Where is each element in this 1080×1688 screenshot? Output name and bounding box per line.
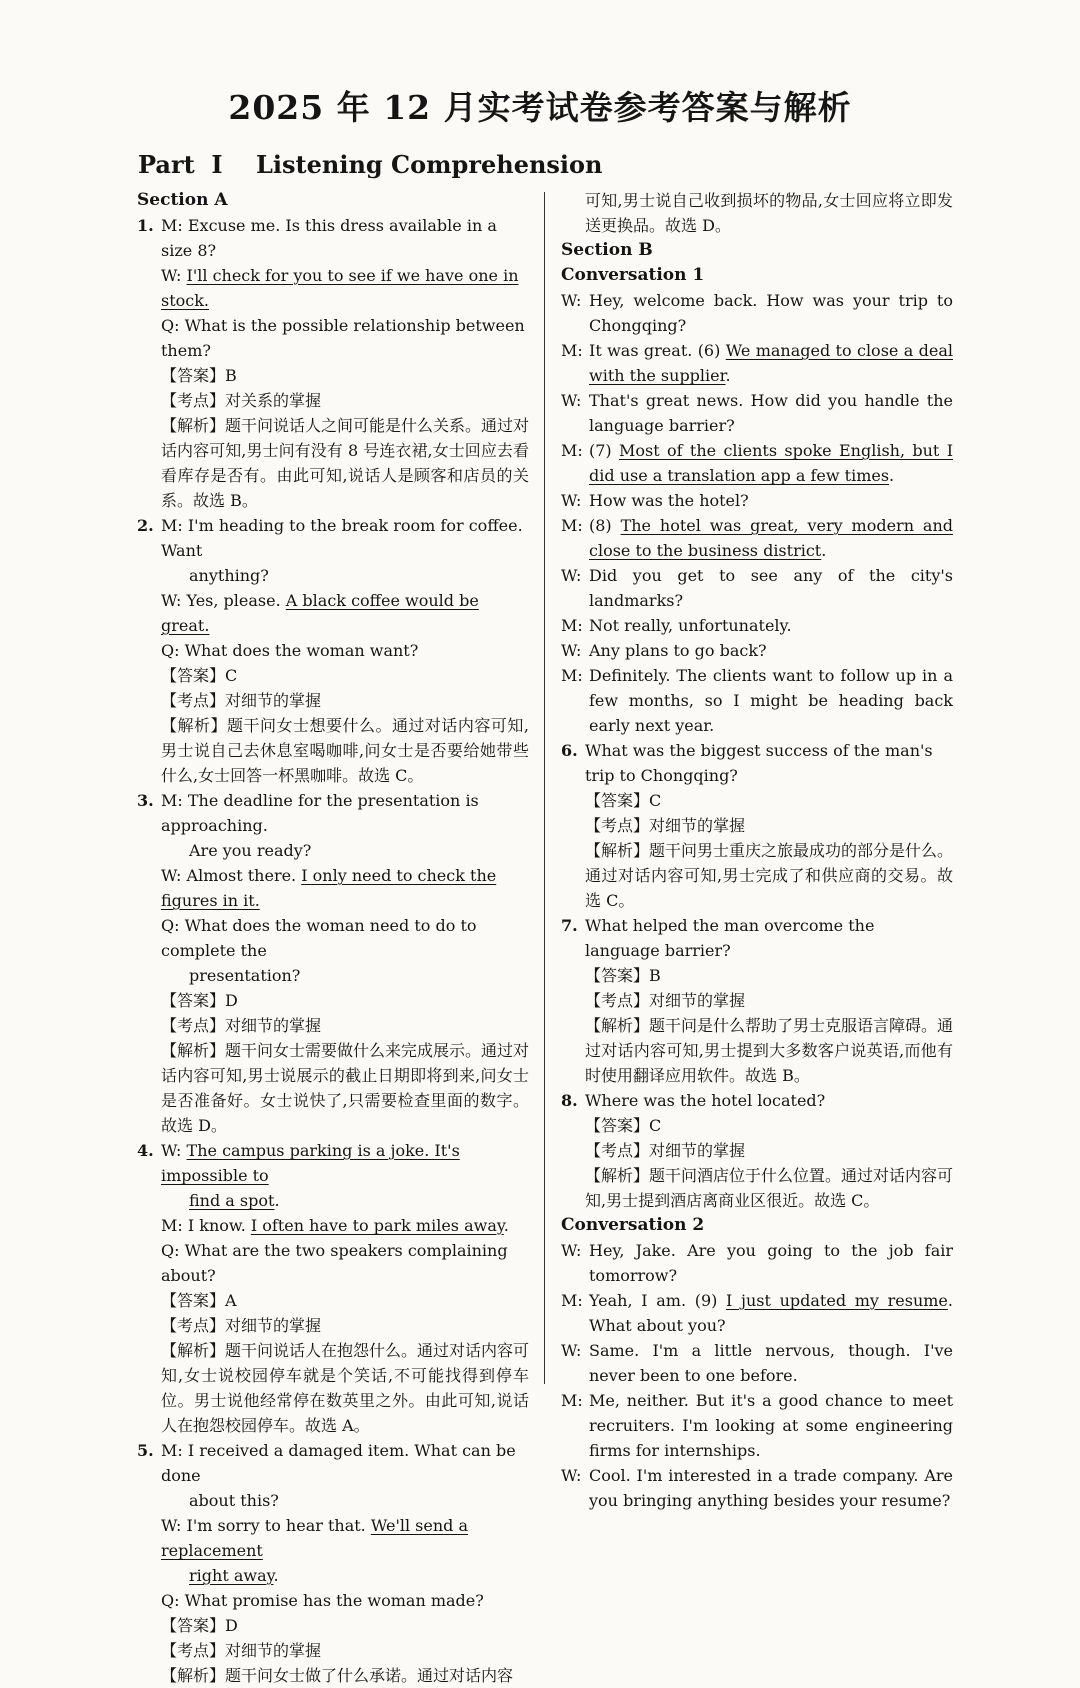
explanation: 【解析】题干问女士做了什么承诺。通过对话内容 <box>161 1666 514 1685</box>
answer: 【答案】C <box>161 666 238 685</box>
test-point: 【考点】对关系的掌握 <box>161 391 322 410</box>
question-text: What helped the man overcome the language barrier? <box>585 916 875 960</box>
explanation: 【解析】题干问是什么帮助了男士克服语言障碍。通过对话内容可知,男士提到大多数客户说英语,而他有时使用翻译应用软件。故选 B。 <box>585 1016 954 1085</box>
question-number: 7. <box>561 916 578 935</box>
dialog-line: M: I received a damaged item. What can be done <box>161 1441 516 1485</box>
left-column <box>137 188 529 1688</box>
page-title: 2025 年 12 月实考试卷参考答案与解析 <box>228 88 852 127</box>
question-number: 1. <box>137 216 154 235</box>
dialog-line: M: Me, neither. But it's a good chance to meet recruiters. I'm looking at some engineering firms for internships. <box>561 1391 953 1460</box>
question-number: 5. <box>137 1441 154 1460</box>
question-number: 4. <box>137 1141 154 1160</box>
test-point: 【考点】对细节的掌握 <box>585 991 746 1010</box>
explanation: 【解析】题干问女士想要什么。通过对话内容可知,男士说自己去休息室喝咖啡,问女士是否要给她带些什么,女士回答一杯黑咖啡。故选 C。 <box>161 716 529 785</box>
question-text-cont: presentation? <box>189 966 301 985</box>
question-4 <box>137 1138 529 1338</box>
underlined-text: A black coffee would be great. <box>161 591 479 635</box>
underlined-text: Most of the clients spoke English, but I did use a translation app a few times <box>589 441 954 485</box>
question-6 <box>561 738 953 913</box>
right-column <box>561 188 953 1513</box>
dialog-line-cont: about this? <box>189 1491 279 1510</box>
underlined-text: We'll send a replacement <box>161 1516 469 1560</box>
question-text: Q: What does the woman want? <box>161 641 419 660</box>
answer: 【答案】A <box>161 1291 237 1310</box>
question-number: 6. <box>561 741 578 760</box>
question-8 <box>561 1088 953 1213</box>
column-divider <box>544 192 545 1384</box>
test-point: 【考点】对细节的掌握 <box>161 691 322 710</box>
dialog-line-cont: anything? <box>189 566 269 585</box>
underlined-text: find a spot <box>189 1191 275 1210</box>
underlined-text: The hotel was great, very modern and close to the business district <box>589 516 954 560</box>
dialog-line: M: Excuse me. Is this dress available in a size 8? <box>161 216 497 260</box>
explanation: 【解析】题干问女士需要做什么来完成展示。通过对话内容可知,男士说展示的截止日期即将到来,问女士是否准备好。女士说快了,只需要检查里面的数字。故选 D。 <box>161 1041 530 1135</box>
dialog-line: M: Not really, unfortunately. <box>561 616 792 635</box>
dialog-line: W: That's great news. How did you handle the language barrier? <box>561 391 953 435</box>
question-text: Q: What does the woman need to do to complete the <box>161 916 477 960</box>
section-a-heading: Section A <box>137 190 228 210</box>
underlined-text: I often have to park miles away <box>250 1216 504 1235</box>
dialog-line-cont: right away. <box>189 1566 279 1585</box>
section-b-heading: Section B <box>561 240 653 260</box>
underlined-text: We managed to close a deal with the supplier <box>589 341 953 385</box>
dialog-line: M: Yeah, I am. (9) I just updated my resume. What about you? <box>561 1291 953 1335</box>
conversation-1-heading: Conversation 1 <box>561 265 705 285</box>
dialog-line: W: Hey, welcome back. How was your trip to Chongqing? <box>561 291 953 335</box>
dialog-line: M: It was great. (6) We managed to close a deal with the supplier. <box>561 341 953 385</box>
test-point: 【考点】对细节的掌握 <box>161 1316 322 1335</box>
dialog-line: W: How was the hotel? <box>561 491 749 510</box>
question-2 <box>137 513 529 713</box>
question-3 <box>137 788 529 1038</box>
dialog-line: W: The campus parking is a joke. It's impossible to <box>161 1141 460 1185</box>
answer: 【答案】D <box>161 1616 238 1635</box>
dialog-line-cont: find a spot. <box>189 1191 280 1210</box>
explanation: 【解析】题干问男士重庆之旅最成功的部分是什么。通过对话内容可知,男士完成了和供应商的交易。故选 C。 <box>585 841 954 910</box>
dialog-line: W: Same. I'm a little nervous, though. I've never been to one before. <box>561 1341 953 1385</box>
underlined-text: right away <box>189 1566 274 1585</box>
question-text: Q: What is the possible relationship between them? <box>161 316 525 360</box>
conversation-2-heading: Conversation 2 <box>561 1215 705 1235</box>
explanation: 【解析】题干问说话人在抱怨什么。通过对话内容可知,女士说校园停车就是个笑话,不可能找得到停车位。男士说他经常停在数英里之外。由此可知,说话人在抱怨校园停车。故选 A。 <box>161 1341 530 1435</box>
question-text: Where was the hotel located? <box>585 1091 826 1110</box>
underlined-text: I'll check for you to see if we have one in stock. <box>161 266 519 310</box>
answer: 【答案】C <box>585 1116 662 1135</box>
question-text: What was the biggest success of the man's trip to Chongqing? <box>585 741 933 785</box>
dialog-line: M: I know. I often have to park miles away. <box>161 1216 509 1235</box>
answer: 【答案】B <box>585 966 661 985</box>
question-7 <box>561 913 953 1088</box>
dialog-line: W: I'm sorry to hear that. We'll send a replacement <box>161 1516 469 1560</box>
dialog-line: W: I'll check for you to see if we have one in stock. <box>161 266 519 310</box>
dialog-line: W: Yes, please. A black coffee would be great. <box>161 591 479 635</box>
question-5 <box>137 1438 529 1663</box>
test-point: 【考点】对细节的掌握 <box>585 1141 746 1160</box>
answer: 【答案】C <box>585 791 662 810</box>
dialog-line: M: Definitely. The clients want to follow up in a few months, so I might be heading back early next year. <box>561 666 953 735</box>
dialog-line: W: Did you get to see any of the city's landmarks? <box>561 566 953 610</box>
question-text: Q: What are the two speakers complaining about? <box>161 1241 508 1285</box>
dialog-line: W: Almost there. I only need to check the figures in it. <box>161 866 497 910</box>
underlined-text: The campus parking is a joke. It's impossible to <box>161 1141 460 1185</box>
question-number: 3. <box>137 791 154 810</box>
question-text: Q: What promise has the woman made? <box>161 1591 484 1610</box>
underlined-text: I just updated my resume <box>726 1291 948 1310</box>
question-1 <box>137 213 529 413</box>
dialog-line-cont: Are you ready? <box>189 841 312 860</box>
part-heading: Part I Listening Comprehension <box>138 150 603 179</box>
dialog-line: M: The deadline for the presentation is approaching. <box>161 791 479 835</box>
question-number: 2. <box>137 516 154 535</box>
test-point: 【考点】对细节的掌握 <box>585 816 746 835</box>
dialog-line: M: I'm heading to the break room for coffee. Want <box>161 516 523 560</box>
explanation-continued: 可知,男士说自己收到损坏的物品,女士回应将立即发送更换品。故选 D。 <box>585 191 953 235</box>
dialog-line: W: Any plans to go back? <box>561 641 767 660</box>
underlined-text: I only need to check the figures in it. <box>161 866 497 910</box>
test-point: 【考点】对细节的掌握 <box>161 1641 322 1660</box>
dialog-line: M: (8) The hotel was great, very modern and close to the business district. <box>561 516 954 560</box>
question-number: 8. <box>561 1091 578 1110</box>
explanation: 【解析】题干问酒店位于什么位置。通过对话内容可知,男士提到酒店离商业区很近。故选 C。 <box>585 1166 954 1210</box>
test-point: 【考点】对细节的掌握 <box>161 1016 322 1035</box>
answer: 【答案】D <box>161 991 238 1010</box>
dialog-line: W: Cool. I'm interested in a trade company. Are you bringing anything besides your resume? <box>561 1466 953 1510</box>
answer: 【答案】B <box>161 366 237 385</box>
explanation: 【解析】题干问说话人之间可能是什么关系。通过对话内容可知,男士问有没有 8 号连衣裙,女士回应去看看库存是否有。由此可知,说话人是顾客和店员的关系。故选 B。 <box>161 416 530 510</box>
dialog-line: M: (7) Most of the clients spoke English, but I did use a translation app a few times. <box>561 441 954 485</box>
dialog-line: W: Hey, Jake. Are you going to the job fair tomorrow? <box>561 1241 953 1285</box>
